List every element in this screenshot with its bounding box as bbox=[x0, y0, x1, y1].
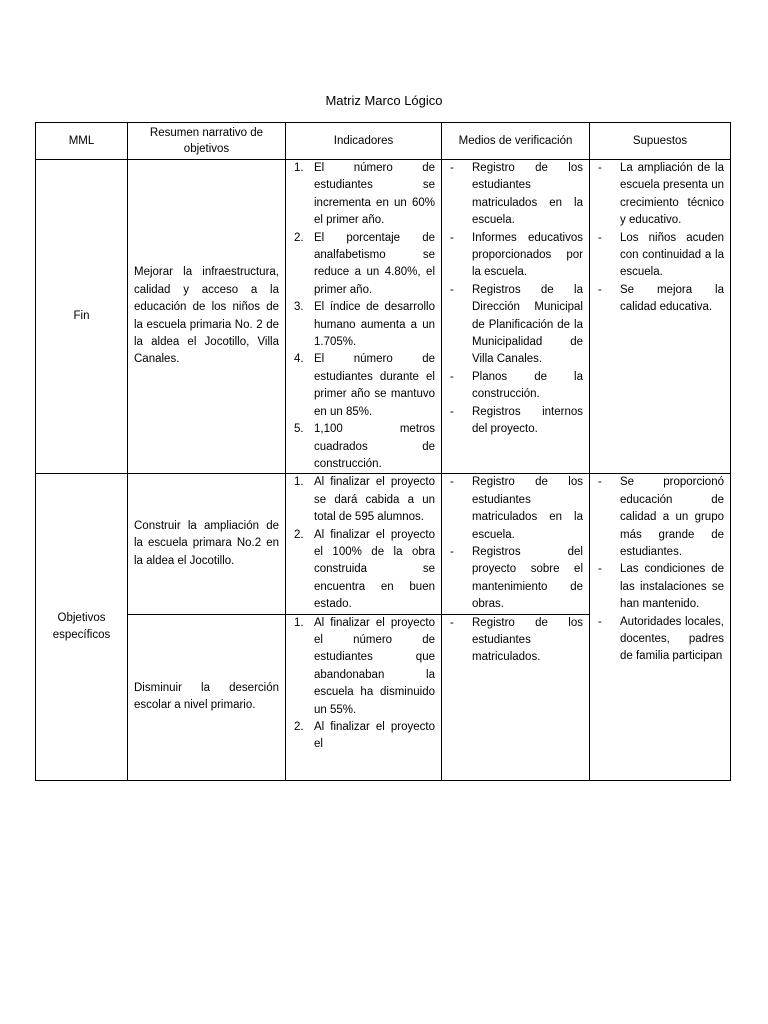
item-text: Informes educativos proporcionados por la escuela. bbox=[472, 231, 583, 279]
item-text: Autoridades locales, docentes, padres de familia participan bbox=[620, 615, 724, 663]
bullet-item bbox=[596, 614, 724, 666]
objetivo-2-medios-cell bbox=[442, 614, 590, 780]
indicador-item bbox=[292, 230, 435, 300]
dash-marker: - bbox=[450, 370, 454, 383]
dash-marker: - bbox=[598, 563, 602, 576]
item-text: Registro de los estudiantes matriculados. bbox=[472, 616, 583, 664]
item-number: 4. bbox=[294, 353, 304, 366]
item-text: Registros de la Dirección Municipal de Planificación de la Municipalidad de Villa Canales. bbox=[472, 283, 583, 366]
bullet-item bbox=[448, 404, 583, 439]
dash-marker: - bbox=[450, 476, 454, 489]
item-number: 1. bbox=[294, 162, 304, 174]
fin-indicadores-cell bbox=[286, 160, 442, 474]
objetivo-1-resumen: Construir la ampliación de la escuela primara No.2 en la aldea el Jocotillo. bbox=[128, 474, 286, 614]
indicador-item bbox=[292, 527, 435, 614]
item-text: Registro de los estudiantes matriculados en la escuela. bbox=[472, 476, 583, 541]
fin-supuestos-cell bbox=[590, 160, 731, 474]
dash-marker: - bbox=[598, 615, 602, 628]
item-text: Al finalizar el proyecto se dará cabida a un total de 595 alumnos. bbox=[314, 476, 435, 524]
indicador-item bbox=[292, 299, 435, 351]
document-title: Matriz Marco Lógico bbox=[325, 93, 443, 108]
bullet-item bbox=[596, 230, 724, 282]
indicador-item bbox=[292, 474, 435, 526]
bullet-item bbox=[448, 160, 583, 230]
bullet-item bbox=[448, 282, 583, 369]
objetivo-1-row bbox=[36, 474, 731, 614]
item-text: El porcentaje de analfabetismo se reduce a un 4.80%, el primer año. bbox=[314, 231, 435, 296]
item-text: El número de estudiantes durante el primer año se mantuvo en un 85%. bbox=[314, 353, 435, 418]
item-text: Registros del proyecto sobre el mantenimiento de obras. bbox=[472, 545, 583, 611]
bullet-item bbox=[448, 369, 583, 404]
dash-marker: - bbox=[598, 162, 602, 174]
item-text: El índice de desarrollo humano aumenta a un 1.705%. bbox=[314, 301, 435, 349]
indicador-item bbox=[292, 351, 435, 421]
item-number: 5. bbox=[294, 423, 304, 436]
bullet-item bbox=[448, 544, 583, 614]
item-number: 3. bbox=[294, 301, 304, 314]
item-text: Se mejora la calidad educativa. bbox=[620, 283, 724, 314]
item-text: Al finalizar el proyecto el bbox=[314, 721, 435, 751]
item-text: Planos de la construcción. bbox=[472, 370, 583, 401]
objetivo-2-resumen: Disminuir la deserción escolar a nivel primario. bbox=[128, 614, 286, 780]
indicador-item bbox=[292, 615, 435, 719]
bullet-item bbox=[448, 230, 583, 282]
dash-marker: - bbox=[450, 405, 454, 418]
objetivo-1-medios-list bbox=[448, 474, 583, 613]
header-medios: Medios de verificación bbox=[442, 123, 590, 160]
fin-medios-cell bbox=[442, 160, 590, 474]
header-mml: MML bbox=[36, 123, 128, 160]
item-text: La ampliación de la escuela presenta un crecimiento técnico y educativo. bbox=[620, 162, 724, 227]
item-text: Al finalizar el proyecto el número de estudiantes que abandonaban la escuela ha disminuido un 55%. bbox=[314, 616, 435, 716]
item-text: Los niños acuden con continuidad a la escuela. bbox=[620, 231, 724, 279]
objetivo-1-indicadores-cell bbox=[286, 474, 442, 614]
item-number: 1. bbox=[294, 476, 304, 489]
bullet-item bbox=[448, 474, 583, 544]
bullet-item bbox=[448, 615, 583, 667]
item-text: Al finalizar el proyecto el 100% de la obra construida se encuentra en buen estado. bbox=[314, 528, 435, 611]
fin-indicadores-list bbox=[292, 160, 435, 473]
item-text: 1,100 metros cuadrados de construcción. bbox=[314, 423, 435, 470]
objetivo-2-indicadores-list bbox=[292, 615, 435, 754]
header-supuestos: Supuestos bbox=[590, 123, 731, 160]
header-indicadores: Indicadores bbox=[286, 123, 442, 160]
logical-framework-table bbox=[35, 122, 731, 781]
dash-marker: - bbox=[450, 283, 454, 296]
bullet-item bbox=[596, 561, 724, 613]
fin-medios-list bbox=[448, 160, 583, 439]
objetivo-2-indicadores-clip bbox=[292, 615, 435, 780]
dash-marker: - bbox=[450, 545, 454, 558]
indicador-item bbox=[292, 421, 435, 473]
dash-marker: - bbox=[450, 616, 454, 629]
dash-marker: - bbox=[450, 231, 454, 244]
indicador-item bbox=[292, 160, 435, 230]
fin-label: Fin bbox=[36, 160, 128, 474]
objetivos-label: Objetivos específicos bbox=[36, 474, 128, 780]
item-number: 2. bbox=[294, 231, 304, 244]
item-text: Registros internos del proyecto. bbox=[472, 405, 583, 436]
bullet-item bbox=[596, 282, 724, 317]
fin-supuestos-list bbox=[596, 160, 724, 317]
dash-marker: - bbox=[598, 231, 602, 244]
objetivo-1-indicadores-list bbox=[292, 474, 435, 613]
objetivos-supuestos-list bbox=[596, 474, 724, 665]
dash-marker: - bbox=[450, 162, 454, 174]
bullet-item bbox=[596, 474, 724, 561]
objetivo-2-medios-list bbox=[448, 615, 583, 667]
item-number: 2. bbox=[294, 721, 304, 733]
fin-row bbox=[36, 160, 731, 474]
item-text: Se proporcionó educación de calidad a un grupo más grande de estudiantes. bbox=[620, 476, 724, 558]
item-text: El número de estudiantes se incrementa en un 60% el primer año. bbox=[314, 162, 435, 227]
item-number: 2. bbox=[294, 528, 304, 541]
objetivo-1-medios-cell bbox=[442, 474, 590, 614]
objetivo-2-indicadores-cell bbox=[286, 614, 442, 780]
objetivos-supuestos-cell bbox=[590, 474, 731, 780]
item-text: Registro de los estudiantes matriculados en la escuela. bbox=[472, 162, 583, 227]
dash-marker: - bbox=[598, 283, 602, 296]
item-number: 1. bbox=[294, 616, 304, 629]
bullet-item bbox=[596, 160, 724, 230]
header-resumen: Resumen narrativo de objetivos bbox=[128, 123, 286, 160]
fin-resumen: Mejorar la infraestructura, calidad y acceso a la educación de los niños de la escuela primaria No. 2 de la aldea el Jocotillo, Villa Canales. bbox=[128, 160, 286, 474]
dash-marker: - bbox=[598, 476, 602, 489]
indicador-item bbox=[292, 719, 435, 754]
header-row bbox=[36, 123, 731, 160]
item-text: Las condiciones de las instalaciones se han mantenido. bbox=[620, 563, 724, 611]
